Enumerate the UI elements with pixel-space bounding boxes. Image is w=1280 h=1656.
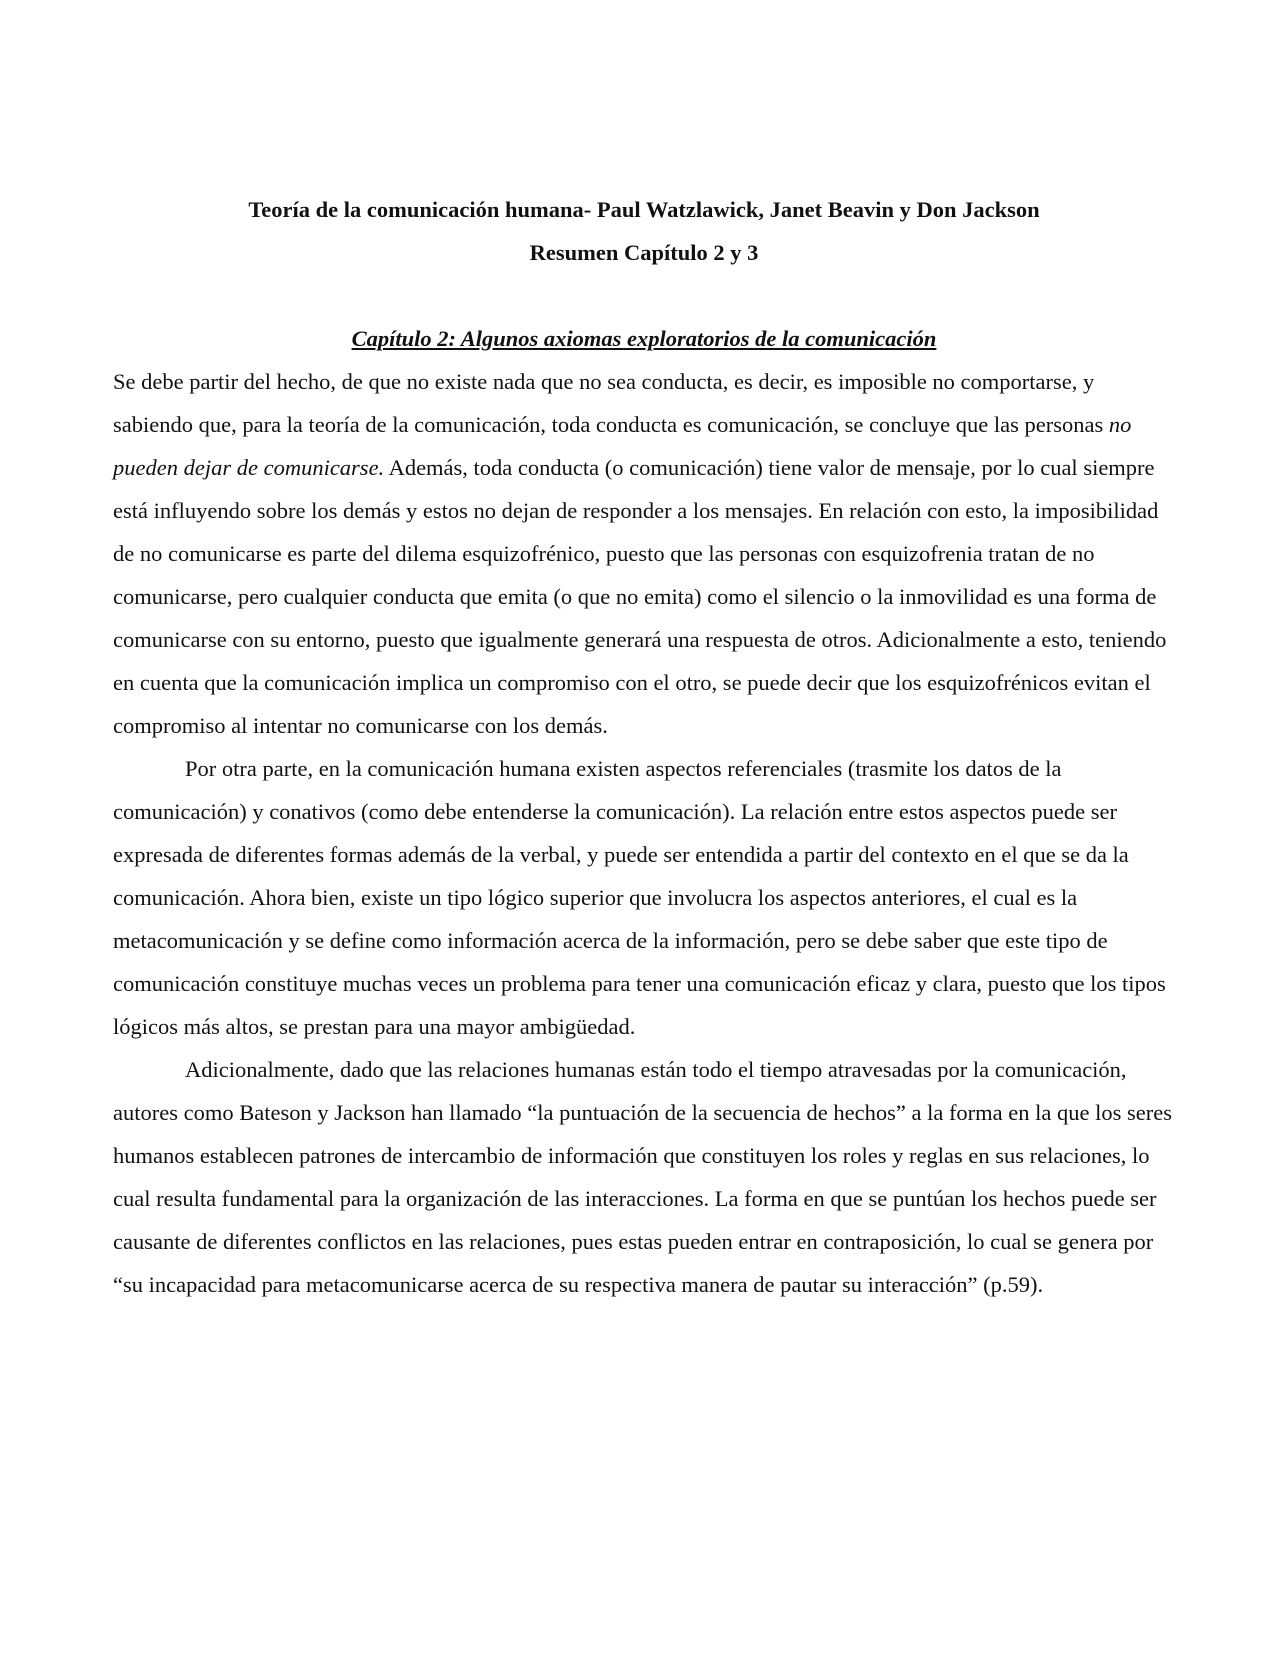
title-spacer [113,274,1175,317]
paragraph-2: Por otra parte, en la comunicación humana existen aspectos referenciales (trasmite los datos de la comunicación) y conativos (como debe entenderse la comunicación). La relación entre estos aspectos puede ser expresada de diferentes formas además de la verbal, y puede ser entendida a partir del contexto en el que se da la comunicación. Ahora bien, existe un tipo lógico superior que involucra los aspectos anteriores, el cual es la metacomunicación y se define como información acerca de la información, pero se debe saber que este tipo de comunicación constituye muchas veces un problema para tener una comunicación eficaz y clara, puesto que los tipos lógicos más altos, se prestan para una mayor ambigüedad. [113,756,1166,1039]
document-body [113,188,1175,1306]
document-title: Teoría de la comunicación humana- Paul Watzlawick, Janet Beavin y Don Jackson [248,197,1040,222]
paragraph-1-text-b: Además, toda conducta (o comunicación) tiene valor de mensaje, por lo cual siempre está influyendo sobre los demás y estos no dejan de responder a los mensajes. En relación con esto, la imposibilidad de no comunicarse es parte del dilema esquizofrénico, puesto que las personas con esquizofrenia tratan de no comunicarse, pero cualquier conducta que emita (o que no emita) como el silencio o la inmovilidad es una forma de comunicarse con su entorno, puesto que igualmente generará una respuesta de otros. Adicionalmente a esto, teniendo en cuenta que la comunicación implica un compromiso con el otro, se puede decir que los esquizofrénicos evitan el compromiso al intentar no comunicarse con los demás. [113,455,1167,738]
chapter-heading: Capítulo 2: Algunos axiomas exploratorios de la comunicación [351,326,937,351]
document-subtitle: Resumen Capítulo 2 y 3 [529,240,759,265]
paragraph-1-emphasis: no pueden dejar de comunicarse. [113,412,1132,480]
paragraph-1 [113,360,1175,747]
paragraph-1-text-a: Se debe partir del hecho, de que no existe nada que no sea conducta, es decir, es imposible no comportarse, y sabiendo que, para la teoría de la comunicación, toda conducta es comunicación, se concluye que las personas [113,369,1109,437]
paragraph-3: Adicionalmente, dado que las relaciones humanas están todo el tiempo atravesadas por la comunicación, autores como Bateson y Jackson han llamado “la puntuación de la secuencia de hechos” a la forma en la que los seres humanos establecen patrones de intercambio de información que constituyen los roles y reglas en sus relaciones, lo cual resulta fundamental para la organización de las interacciones. La forma en que se puntúan los hechos puede ser causante de diferentes conflictos en las relaciones, pues estas pueden entrar en contraposición, lo cual se genera por “su incapacidad para metacomunicarse acerca de su respectiva manera de pautar su interacción” (p.59). [113,1057,1172,1297]
